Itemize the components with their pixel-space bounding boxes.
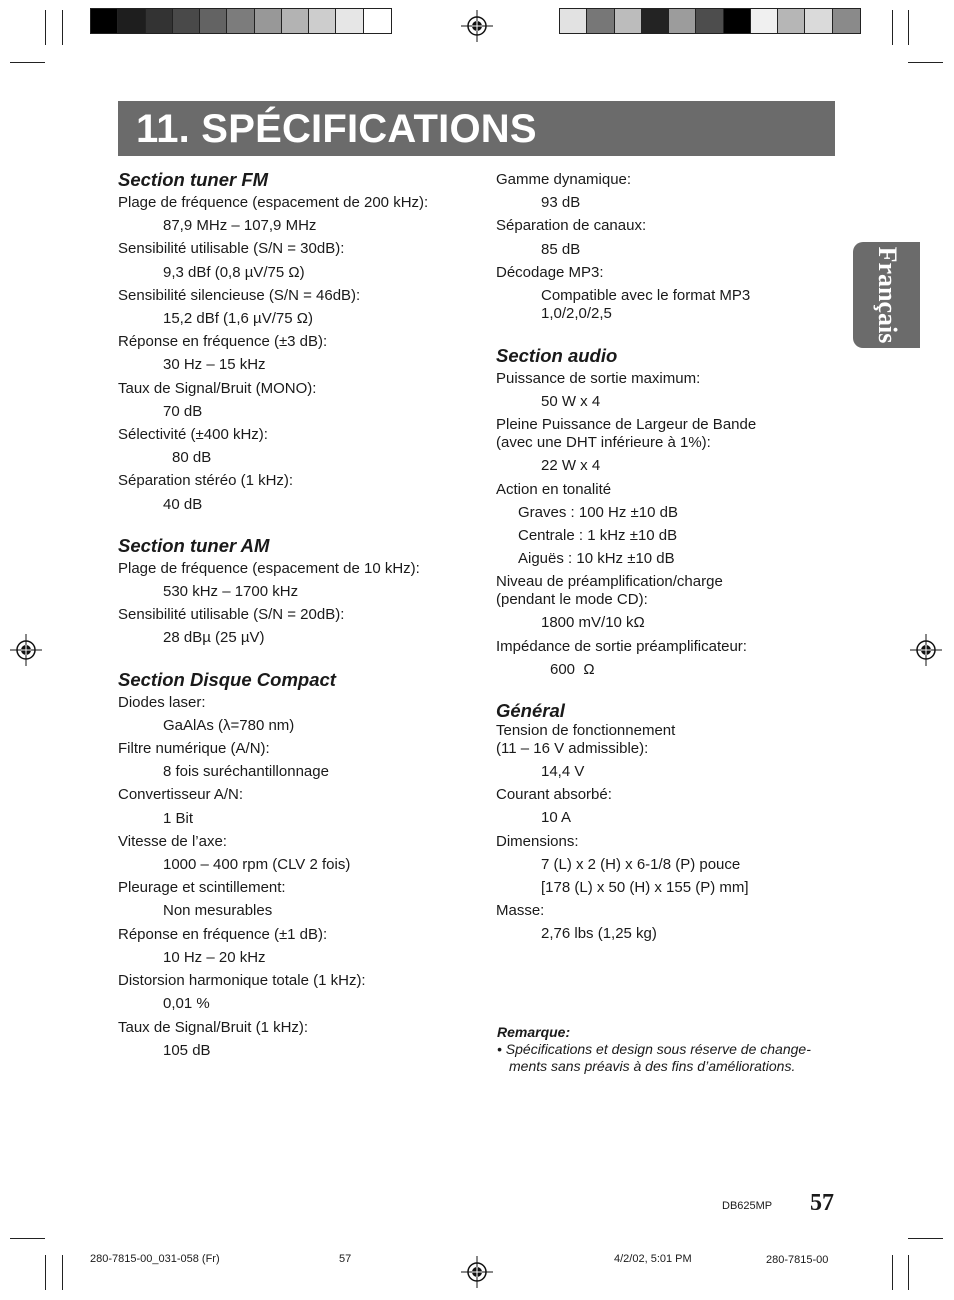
color-swatch <box>615 9 642 33</box>
spec-value: 22 W x 4 <box>541 457 601 475</box>
spec-value: 10 Hz – 20 kHz <box>163 948 266 966</box>
spec-label-line: (pendant le mode CD): <box>496 591 648 609</box>
spec-value-line: Compatible avec le format MP3 <box>541 287 751 305</box>
color-swatch <box>696 9 723 33</box>
spec-label: Réponse en fréquence (±1 dB): <box>118 925 328 943</box>
color-swatch <box>833 9 860 33</box>
color-bar-right <box>559 8 861 34</box>
spec-label: Courant absorbé: <box>496 786 612 804</box>
spec-value: 0,01 % <box>163 995 210 1013</box>
spec-value: [178 (L) x 50 (H) x 155 (P) mm] <box>541 879 749 897</box>
spec-value: Aiguës : 10 kHz ±10 dB <box>518 550 675 568</box>
color-swatch <box>805 9 832 33</box>
spec-label: Masse: <box>496 902 545 920</box>
spec-label: Séparation de canaux: <box>496 217 647 235</box>
color-swatch <box>146 9 173 33</box>
spec-label: Gamme dynamique: <box>496 171 632 188</box>
left-column <box>118 168 478 1062</box>
spec-value: 530 kHz – 1700 kHz <box>163 583 299 601</box>
page-number: 57 <box>810 1190 834 1216</box>
color-swatch <box>560 9 587 33</box>
spec-value: 105 dB <box>163 1041 211 1059</box>
spec-value-line: 1,0/2,0/2,5 <box>541 305 612 323</box>
color-swatch <box>255 9 282 33</box>
slug-page: 57 <box>339 1253 352 1265</box>
spec-label: Vitesse de l’axe: <box>118 832 227 850</box>
spec-label: Taux de Signal/Bruit (MONO): <box>118 379 317 397</box>
spec-label <box>496 722 846 760</box>
note-text-line: ments sans préavis à des fins d’améliorations. <box>509 1058 796 1074</box>
spec-value: 30 Hz – 15 kHz <box>163 356 266 374</box>
spec-value: 70 dB <box>163 402 203 420</box>
spec-value: 7 (L) x 2 (H) x 6-1/8 (P) pouce <box>541 855 741 873</box>
color-swatch <box>227 9 254 33</box>
registration-mark-top-icon <box>461 10 493 42</box>
section-heading-fm: Section tuner FM <box>118 169 269 190</box>
spec-value: 8 fois suréchantillonnage <box>163 763 329 781</box>
language-tab-label: Français <box>872 246 902 344</box>
spec-value: Graves : 100 Hz ±10 dB <box>518 503 678 521</box>
color-swatch <box>91 9 118 33</box>
color-swatch <box>778 9 805 33</box>
color-swatch <box>669 9 696 33</box>
spec-value: 1800 mV/10 kΩ <box>541 614 645 632</box>
spec-label: Décodage MP3: <box>496 263 604 281</box>
note-title: Remarque: <box>497 1024 571 1040</box>
spec-label: Taux de Signal/Bruit (1 kHz): <box>118 1018 309 1036</box>
spec-value: GaAlAs (λ=780 nm) <box>163 716 295 734</box>
spec-label <box>496 413 846 454</box>
spec-value: 2,76 lbs (1,25 kg) <box>541 925 657 943</box>
spec-label: Sensibilité utilisable (S/N = 30dB): <box>118 240 345 258</box>
color-swatch <box>724 9 751 33</box>
spec-label: Sensibilité silencieuse (S/N = 46dB): <box>118 286 361 304</box>
registration-mark-right-icon <box>910 634 942 666</box>
spec-label: Séparation stéréo (1 kHz): <box>118 472 294 490</box>
note-text <box>497 1041 842 1075</box>
registration-mark-bottom-icon <box>461 1256 493 1288</box>
color-swatch <box>309 9 336 33</box>
model-number: DB625MP <box>722 1200 773 1212</box>
spec-label-line: (avec une DHT inférieure à 1%): <box>496 434 711 452</box>
spec-label-line: Niveau de préamplification/charge <box>496 573 723 591</box>
spec-value: 87,9 MHz – 107,9 MHz <box>163 217 317 235</box>
spec-label: Filtre numérique (A/N): <box>118 740 270 758</box>
spec-value <box>496 284 846 325</box>
spec-label-line: Tension de fonctionnement <box>496 722 676 740</box>
language-tab <box>853 242 920 348</box>
color-swatch <box>173 9 200 33</box>
spec-value: 80 dB <box>172 449 212 467</box>
slug-file: 280-7815-00_031-058 (Fr) <box>90 1253 220 1265</box>
color-swatch <box>282 9 309 33</box>
spec-label: Sélectivité (±400 kHz): <box>118 426 268 444</box>
spec-label-line: Pleine Puissance de Largeur de Bande <box>496 416 757 434</box>
color-swatch <box>642 9 669 33</box>
spec-value: 10 A <box>541 809 572 827</box>
spec-label: Plage de fréquence (espacement de 200 kHz): <box>118 194 429 211</box>
spec-label: Convertisseur A/N: <box>118 786 244 804</box>
spec-value: 1 Bit <box>163 809 194 827</box>
title-banner <box>118 101 835 156</box>
spec-value: 15,2 dBf (1,6 µV/75 Ω) <box>163 310 313 328</box>
section-heading-audio: Section audio <box>496 345 618 367</box>
spec-value: 600 Ω <box>550 660 595 678</box>
spec-label: Réponse en fréquence (±3 dB): <box>118 333 328 351</box>
spec-value: Centrale : 1 kHz ±10 dB <box>518 527 678 545</box>
color-swatch <box>751 9 778 33</box>
spec-label-line: (11 – 16 V admissible): <box>496 740 649 758</box>
color-swatch <box>587 9 614 33</box>
spec-label: Dimensions: <box>496 832 579 850</box>
color-bar-left <box>90 8 392 34</box>
section-heading-general: Général <box>496 700 565 722</box>
note-text-line: • Spécifications et design sous réserve de change- <box>497 1041 811 1057</box>
spec-value: 28 dBµ (25 µV) <box>163 629 265 647</box>
slug-code: 280-7815-00 <box>766 1254 829 1266</box>
color-swatch <box>200 9 227 33</box>
color-swatch <box>364 9 391 33</box>
color-swatch <box>118 9 145 33</box>
spec-label: Sensibilité utilisable (S/N = 20dB): <box>118 606 345 624</box>
spec-label <box>496 570 846 611</box>
page-title: 11. SPÉCIFICATIONS <box>136 107 537 151</box>
section-heading-am: Section tuner AM <box>118 534 270 556</box>
spec-value: 85 dB <box>541 240 581 258</box>
spec-label: Puissance de sortie maximum: <box>496 370 701 388</box>
spec-label: Action en tonalité <box>496 480 612 498</box>
spec-value: 50 W x 4 <box>541 393 601 411</box>
spec-value: 9,3 dBf (0,8 µV/75 Ω) <box>163 263 305 281</box>
spec-label: Plage de fréquence (espacement de 10 kHz): <box>118 559 420 577</box>
spec-label: Distorsion harmonique totale (1 kHz): <box>118 972 366 990</box>
spec-label: Pleurage et scintillement: <box>118 879 286 897</box>
spec-value: Non mesurables <box>163 902 273 920</box>
slug-date: 4/2/02, 5:01 PM <box>614 1253 692 1265</box>
spec-value: 93 dB <box>541 194 581 212</box>
spec-value: 14,4 V <box>541 763 585 781</box>
right-column <box>496 168 846 946</box>
registration-mark-left-icon <box>10 634 42 666</box>
spec-label: Impédance de sortie préamplificateur: <box>496 637 747 655</box>
spec-label: Diodes laser: <box>118 693 206 711</box>
spec-value: 1000 – 400 rpm (CLV 2 fois) <box>163 856 351 874</box>
section-heading-cd: Section Disque Compact <box>118 668 336 690</box>
color-swatch <box>336 9 363 33</box>
spec-value: 40 dB <box>163 495 203 513</box>
note-block <box>497 1024 842 1075</box>
